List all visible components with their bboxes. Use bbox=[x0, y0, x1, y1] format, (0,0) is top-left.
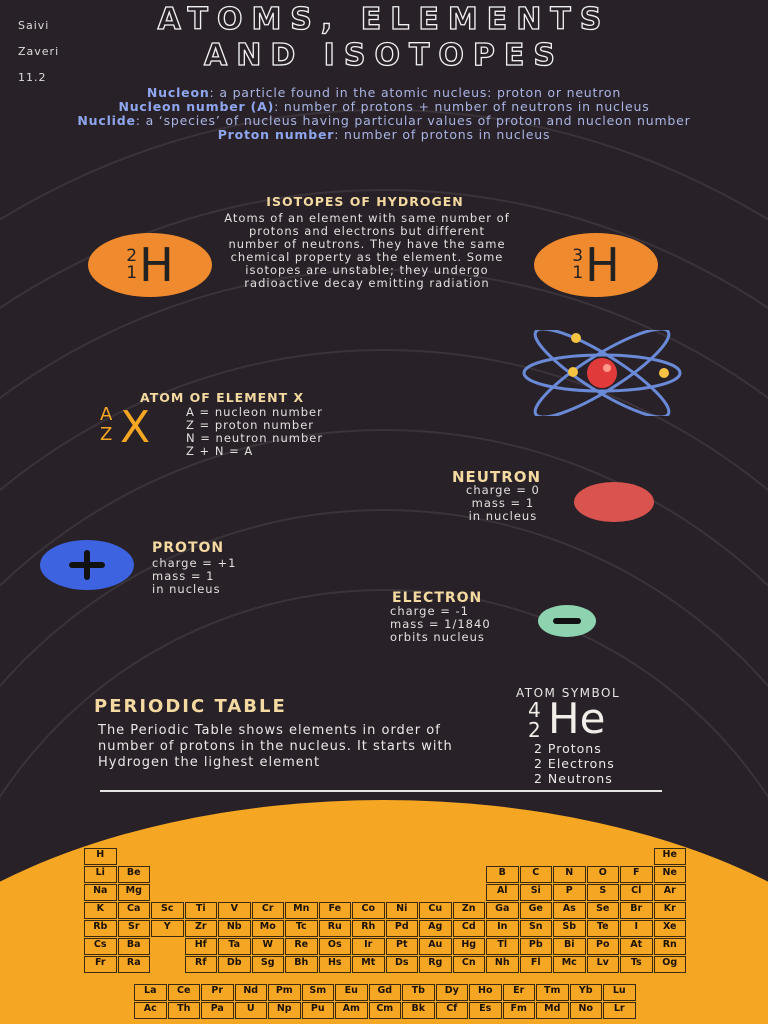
element-cell-ru bbox=[319, 920, 352, 937]
element-cell-pd bbox=[386, 920, 419, 937]
element-symbol: Cd bbox=[461, 921, 476, 932]
element-symbol: Og bbox=[662, 957, 678, 968]
atom-symbol-line: 2 Neutrons bbox=[534, 771, 613, 786]
element-symbol: C bbox=[532, 867, 540, 878]
element-cell-no bbox=[570, 1002, 603, 1019]
element-symbol: La bbox=[144, 985, 157, 996]
element-cell-lu bbox=[603, 984, 636, 1001]
element-symbol: Yb bbox=[578, 985, 593, 996]
element-cell-fm bbox=[503, 1002, 536, 1019]
element-cell-cs bbox=[84, 938, 117, 955]
element-cell-pa bbox=[201, 1002, 234, 1019]
element-cell-sr bbox=[118, 920, 151, 937]
atom-x-z: Z bbox=[100, 424, 113, 445]
element-symbol: Ds bbox=[394, 957, 409, 968]
element-cell-mg bbox=[118, 884, 151, 901]
proton-line: mass = 1 bbox=[152, 569, 215, 583]
element-cell-ga bbox=[486, 902, 519, 919]
element-cell-he bbox=[654, 848, 687, 865]
element-cell-cm bbox=[369, 1002, 402, 1019]
element-symbol: Mo bbox=[259, 921, 276, 932]
element-cell-bi bbox=[553, 938, 586, 955]
element-symbol: Pu bbox=[310, 1003, 325, 1014]
element-cell-ho bbox=[469, 984, 502, 1001]
element-cell-u bbox=[235, 1002, 268, 1019]
element-cell-o bbox=[587, 866, 620, 883]
element-cell-np bbox=[268, 1002, 301, 1019]
element-cell-es bbox=[469, 1002, 502, 1019]
element-symbol: Er bbox=[513, 985, 525, 996]
isotopes-heading: ISOTOPES OF HYDROGEN bbox=[266, 194, 464, 209]
element-symbol: Zr bbox=[194, 921, 207, 932]
element-symbol: P bbox=[565, 885, 573, 896]
element-symbol: Cn bbox=[461, 957, 476, 968]
element-symbol: Os bbox=[327, 939, 342, 950]
element-symbol: Rb bbox=[93, 921, 108, 932]
author-grade: 11.2 bbox=[18, 71, 47, 84]
neutron-line: mass = 1 bbox=[471, 496, 535, 510]
atom-x-a: A bbox=[100, 404, 113, 425]
element-cell-v bbox=[218, 902, 251, 919]
element-cell-sm bbox=[302, 984, 335, 1001]
element-cell-c bbox=[520, 866, 553, 883]
proton-heading: PROTON bbox=[152, 540, 225, 556]
element-cell-ag bbox=[419, 920, 452, 937]
electron-line: charge = -1 bbox=[390, 604, 469, 618]
element-symbol: Cu bbox=[428, 903, 443, 914]
author-last: Zaveri bbox=[18, 45, 60, 58]
element-cell-w bbox=[252, 938, 285, 955]
element-symbol: Lv bbox=[596, 957, 609, 968]
element-symbol: Nb bbox=[226, 921, 242, 932]
element-cell-hs bbox=[319, 956, 352, 973]
element-cell-yb bbox=[570, 984, 603, 1001]
element-symbol: Ce bbox=[177, 985, 191, 996]
element-symbol: Th bbox=[177, 1003, 191, 1014]
electron-line: orbits nucleus bbox=[390, 630, 485, 644]
element-cell-th bbox=[168, 1002, 201, 1019]
element-symbol: Si bbox=[530, 885, 541, 896]
element-symbol: Lu bbox=[612, 985, 626, 996]
atom-x-line: Z = proton number bbox=[186, 418, 315, 432]
element-cell-ra bbox=[118, 956, 151, 973]
element-cell-tb bbox=[402, 984, 435, 1001]
element-cell-rn bbox=[654, 938, 687, 955]
element-symbol: Ta bbox=[228, 939, 241, 950]
element-cell-tc bbox=[285, 920, 318, 937]
element-symbol: Sn bbox=[528, 921, 543, 932]
element-symbol: Xe bbox=[662, 921, 677, 932]
element-symbol: Tb bbox=[411, 985, 425, 996]
element-symbol: Hg bbox=[461, 939, 477, 950]
element-symbol: W bbox=[262, 939, 273, 950]
element-symbol: Te bbox=[596, 921, 609, 932]
element-cell-la bbox=[134, 984, 167, 1001]
element-cell-i bbox=[620, 920, 653, 937]
periodic-heading: PERIODIC TABLE bbox=[94, 696, 287, 717]
element-cell-au bbox=[419, 938, 452, 955]
element-symbol: Be bbox=[126, 867, 141, 878]
element-cell-og bbox=[654, 956, 687, 973]
element-cell-na bbox=[84, 884, 117, 901]
element-symbol: K bbox=[96, 903, 104, 914]
element-symbol: No bbox=[578, 1003, 593, 1014]
element-symbol: I bbox=[634, 921, 639, 932]
element-symbol: Ar bbox=[663, 885, 676, 896]
element-symbol: Ba bbox=[126, 939, 141, 950]
atom-symbol-heading: ATOM SYMBOL bbox=[516, 686, 621, 700]
element-symbol: Hs bbox=[327, 957, 342, 968]
element-cell-fe bbox=[319, 902, 352, 919]
element-symbol: Pb bbox=[528, 939, 543, 950]
element-cell-rg bbox=[419, 956, 452, 973]
element-symbol: Rg bbox=[428, 957, 443, 968]
element-symbol: Li bbox=[95, 867, 105, 878]
element-cell-cu bbox=[419, 902, 452, 919]
element-cell-md bbox=[536, 1002, 569, 1019]
periodic-text: The Periodic Table shows elements in order of number of protons in the nucleus. It starts with Hydrogen the lighest element bbox=[98, 723, 453, 770]
element-cell-be bbox=[118, 866, 151, 883]
electron-line: mass = 1/1840 bbox=[390, 617, 491, 631]
element-cell-rb bbox=[84, 920, 117, 937]
element-symbol: S bbox=[599, 885, 607, 896]
element-cell-li bbox=[84, 866, 117, 883]
proton-line: in nucleus bbox=[152, 582, 221, 596]
element-symbol: Bk bbox=[411, 1003, 426, 1014]
element-cell-fl bbox=[520, 956, 553, 973]
element-cell-sb bbox=[553, 920, 586, 937]
element-cell-k bbox=[84, 902, 117, 919]
element-cell-cd bbox=[453, 920, 486, 937]
element-symbol: Ts bbox=[630, 957, 642, 968]
element-cell-sc bbox=[151, 902, 184, 919]
element-symbol: Db bbox=[226, 957, 242, 968]
element-symbol: Ac bbox=[143, 1003, 157, 1014]
element-cell-er bbox=[503, 984, 536, 1001]
element-cell-p bbox=[553, 884, 586, 901]
element-cell-mn bbox=[285, 902, 318, 919]
element-symbol: Es bbox=[479, 1003, 492, 1014]
element-symbol: Mn bbox=[293, 903, 310, 914]
element-cell-kr bbox=[654, 902, 687, 919]
element-symbol: Hf bbox=[194, 939, 207, 950]
element-cell-xe bbox=[654, 920, 687, 937]
element-cell-nb bbox=[218, 920, 251, 937]
element-symbol: In bbox=[497, 921, 508, 932]
element-cell-al bbox=[486, 884, 519, 901]
element-symbol: B bbox=[498, 867, 506, 878]
element-cell-te bbox=[587, 920, 620, 937]
element-symbol: Ca bbox=[127, 903, 141, 914]
element-symbol: Ru bbox=[327, 921, 342, 932]
element-cell-tm bbox=[536, 984, 569, 1001]
element-symbol: Ni bbox=[396, 903, 408, 914]
element-cell-in bbox=[486, 920, 519, 937]
element-cell-cn bbox=[453, 956, 486, 973]
element-symbol: V bbox=[230, 903, 238, 914]
proton-line: charge = +1 bbox=[152, 556, 237, 570]
atom-x-line: Z + N = A bbox=[186, 444, 254, 458]
element-cell-ce bbox=[168, 984, 201, 1001]
element-symbol: Ti bbox=[195, 903, 206, 914]
element-cell-os bbox=[319, 938, 352, 955]
element-cell-bh bbox=[285, 956, 318, 973]
atom-symbol: He bbox=[548, 694, 606, 743]
element-cell-ta bbox=[218, 938, 251, 955]
element-cell-lv bbox=[587, 956, 620, 973]
element-symbol: Pt bbox=[395, 939, 408, 950]
element-symbol: Pa bbox=[210, 1003, 224, 1014]
element-cell-sn bbox=[520, 920, 553, 937]
neutron-line: in nucleus bbox=[468, 509, 538, 523]
element-symbol: Nh bbox=[494, 957, 510, 968]
element-cell-bk bbox=[402, 1002, 435, 1019]
element-symbol: Eu bbox=[344, 985, 358, 996]
element-cell-dy bbox=[436, 984, 469, 1001]
element-cell-db bbox=[218, 956, 251, 973]
element-symbol: Co bbox=[361, 903, 375, 914]
element-symbol: Pr bbox=[211, 985, 224, 996]
element-symbol: F bbox=[633, 867, 640, 878]
element-cell-fr bbox=[84, 956, 117, 973]
element-cell-f bbox=[620, 866, 653, 883]
element-cell-re bbox=[285, 938, 318, 955]
element-symbol: Cr bbox=[261, 903, 274, 914]
element-cell-cl bbox=[620, 884, 653, 901]
element-symbol: Cl bbox=[631, 885, 642, 896]
element-symbol: Ga bbox=[495, 903, 510, 914]
element-cell-at bbox=[620, 938, 653, 955]
element-cell-ca bbox=[118, 902, 151, 919]
electron-heading: ELECTRON bbox=[392, 590, 483, 606]
element-symbol: Ag bbox=[428, 921, 443, 932]
element-cell-cf bbox=[436, 1002, 469, 1019]
element-cell-hf bbox=[185, 938, 218, 955]
element-symbol: Ho bbox=[478, 985, 493, 996]
element-symbol: Sr bbox=[127, 921, 140, 932]
element-cell-sg bbox=[252, 956, 285, 973]
element-cell-pb bbox=[520, 938, 553, 955]
element-cell-nh bbox=[486, 956, 519, 973]
element-symbol: Fl bbox=[530, 957, 541, 968]
element-symbol: U bbox=[246, 1003, 255, 1014]
neutron-line: charge = 0 bbox=[466, 483, 540, 497]
element-cell-ar bbox=[654, 884, 687, 901]
element-symbol: Am bbox=[342, 1003, 360, 1014]
element-symbol: Cm bbox=[376, 1003, 394, 1014]
element-symbol: H bbox=[96, 849, 105, 860]
element-symbol: He bbox=[662, 849, 677, 860]
definition-nuclide: Nuclide: a ‘species’ of nucleus having particular values of proton and nucleon number bbox=[77, 113, 691, 128]
element-symbol: Ne bbox=[662, 867, 677, 878]
element-symbol: Gd bbox=[377, 985, 393, 996]
element-symbol: Tc bbox=[295, 921, 307, 932]
element-cell-ir bbox=[352, 938, 385, 955]
element-cell-ti bbox=[185, 902, 218, 919]
element-cell-tl bbox=[486, 938, 519, 955]
element-symbol: Ir bbox=[364, 939, 373, 950]
element-cell-ge bbox=[520, 902, 553, 919]
element-cell-ni bbox=[386, 902, 419, 919]
element-cell-pm bbox=[268, 984, 301, 1001]
element-symbol: Nd bbox=[243, 985, 259, 996]
element-cell-zr bbox=[185, 920, 218, 937]
isotope-symbol: H bbox=[139, 238, 174, 292]
definition-nucleon-number: Nucleon number (A): number of protons + number of neutrons in nucleus bbox=[118, 99, 650, 114]
isotope-numbers: 2 1 bbox=[126, 246, 138, 283]
element-cell-ac bbox=[134, 1002, 167, 1019]
element-cell-mc bbox=[553, 956, 586, 973]
element-cell-ba bbox=[118, 938, 151, 955]
element-symbol: O bbox=[598, 867, 607, 878]
element-cell-rf bbox=[185, 956, 218, 973]
element-symbol: Sg bbox=[260, 957, 275, 968]
isotopes-text: Atoms of an element with same number of protons and electrons but different number of neutrons. They have the same chemical property as the element. Some isotopes are unstable; they undergo radioactive decay emitting radiation bbox=[224, 211, 510, 290]
element-symbol: Cf bbox=[446, 1003, 458, 1014]
element-symbol: Dy bbox=[444, 985, 459, 996]
element-symbol: Sm bbox=[309, 985, 327, 996]
element-symbol: N bbox=[565, 867, 574, 878]
element-symbol: Fr bbox=[94, 957, 106, 968]
element-cell-br bbox=[620, 902, 653, 919]
element-symbol: Rn bbox=[662, 939, 677, 950]
element-cell-lr bbox=[603, 1002, 636, 1019]
element-cell-rh bbox=[352, 920, 385, 937]
element-cell-se bbox=[587, 902, 620, 919]
definition-nucleon: Nucleon: a particle found in the atomic nucleus: proton or neutron bbox=[146, 85, 622, 100]
element-symbol: Br bbox=[630, 903, 643, 914]
atom-x-heading: ATOM OF ELEMENT X bbox=[140, 390, 305, 405]
element-symbol: Na bbox=[93, 885, 108, 896]
element-symbol: Kr bbox=[663, 903, 676, 914]
element-symbol: At bbox=[630, 939, 643, 950]
element-cell-b bbox=[486, 866, 519, 883]
atom-symbol-number: 2 bbox=[528, 718, 541, 742]
atom-symbol-mass: 4 bbox=[528, 698, 541, 722]
element-cell-h bbox=[84, 848, 117, 865]
element-symbol: Pm bbox=[275, 985, 293, 996]
atom-symbol-line: 2 Protons bbox=[534, 741, 602, 756]
element-symbol: Fe bbox=[328, 903, 342, 914]
author-first: Saivi bbox=[18, 19, 50, 32]
element-symbol: Mt bbox=[361, 957, 376, 968]
atom-x-symbol: X bbox=[120, 402, 151, 453]
element-symbol: Cs bbox=[93, 939, 107, 950]
element-cell-hg bbox=[453, 938, 486, 955]
neutron-heading: NEUTRON bbox=[452, 468, 542, 486]
element-cell-mo bbox=[252, 920, 285, 937]
element-cell-ts bbox=[620, 956, 653, 973]
element-symbol: Tl bbox=[497, 939, 508, 950]
element-symbol: As bbox=[562, 903, 576, 914]
element-symbol: Au bbox=[428, 939, 443, 950]
atom-x-line: A = nucleon number bbox=[186, 405, 323, 419]
element-symbol: Y bbox=[163, 921, 171, 932]
element-cell-nd bbox=[235, 984, 268, 1001]
element-symbol: Al bbox=[496, 885, 508, 896]
element-cell-ds bbox=[386, 956, 419, 973]
element-cell-po bbox=[587, 938, 620, 955]
element-symbol: Tm bbox=[544, 985, 561, 996]
element-cell-cr bbox=[252, 902, 285, 919]
element-symbol: Pd bbox=[394, 921, 409, 932]
element-symbol: Zn bbox=[461, 903, 476, 914]
definition-proton-number: Proton number: number of protons in nucleus bbox=[217, 127, 551, 142]
element-cell-y bbox=[151, 920, 184, 937]
element-symbol: Np bbox=[276, 1003, 292, 1014]
element-symbol: Po bbox=[596, 939, 610, 950]
element-symbol: Md bbox=[544, 1003, 561, 1014]
element-symbol: Se bbox=[596, 903, 610, 914]
atom-symbol-line: 2 Electrons bbox=[534, 756, 615, 771]
element-symbol: Mc bbox=[561, 957, 577, 968]
element-cell-pr bbox=[201, 984, 234, 1001]
element-symbol: Bh bbox=[294, 957, 309, 968]
element-symbol: Mg bbox=[125, 885, 142, 896]
element-symbol: Lr bbox=[613, 1003, 625, 1014]
element-cell-pt bbox=[386, 938, 419, 955]
element-symbol: Re bbox=[294, 939, 309, 950]
element-cell-pu bbox=[302, 1002, 335, 1019]
atom-x-line: N = neutron number bbox=[186, 431, 324, 445]
element-symbol: Rf bbox=[195, 957, 207, 968]
element-symbol: Rh bbox=[361, 921, 376, 932]
element-cell-zn bbox=[453, 902, 486, 919]
element-symbol: Bi bbox=[564, 939, 575, 950]
element-cell-as bbox=[553, 902, 586, 919]
element-cell-s bbox=[587, 884, 620, 901]
element-symbol: Sb bbox=[562, 921, 577, 932]
page-title-line2: AND ISOTOPES bbox=[204, 38, 564, 73]
element-cell-gd bbox=[369, 984, 402, 1001]
element-cell-ne bbox=[654, 866, 687, 883]
element-cell-co bbox=[352, 902, 385, 919]
element-cell-am bbox=[335, 1002, 368, 1019]
element-cell-eu bbox=[335, 984, 368, 1001]
page-title-line1: ATOMS, ELEMENTS bbox=[157, 2, 611, 37]
element-symbol: Sc bbox=[161, 903, 174, 914]
isotope-symbol: H bbox=[585, 238, 620, 292]
element-cell-mt bbox=[352, 956, 385, 973]
element-cell-si bbox=[520, 884, 553, 901]
element-cell-n bbox=[553, 866, 586, 883]
element-symbol: Ra bbox=[126, 957, 141, 968]
element-symbol: Fm bbox=[510, 1003, 527, 1014]
isotope-numbers: 3 1 bbox=[572, 246, 584, 283]
element-symbol: Ge bbox=[528, 903, 543, 914]
